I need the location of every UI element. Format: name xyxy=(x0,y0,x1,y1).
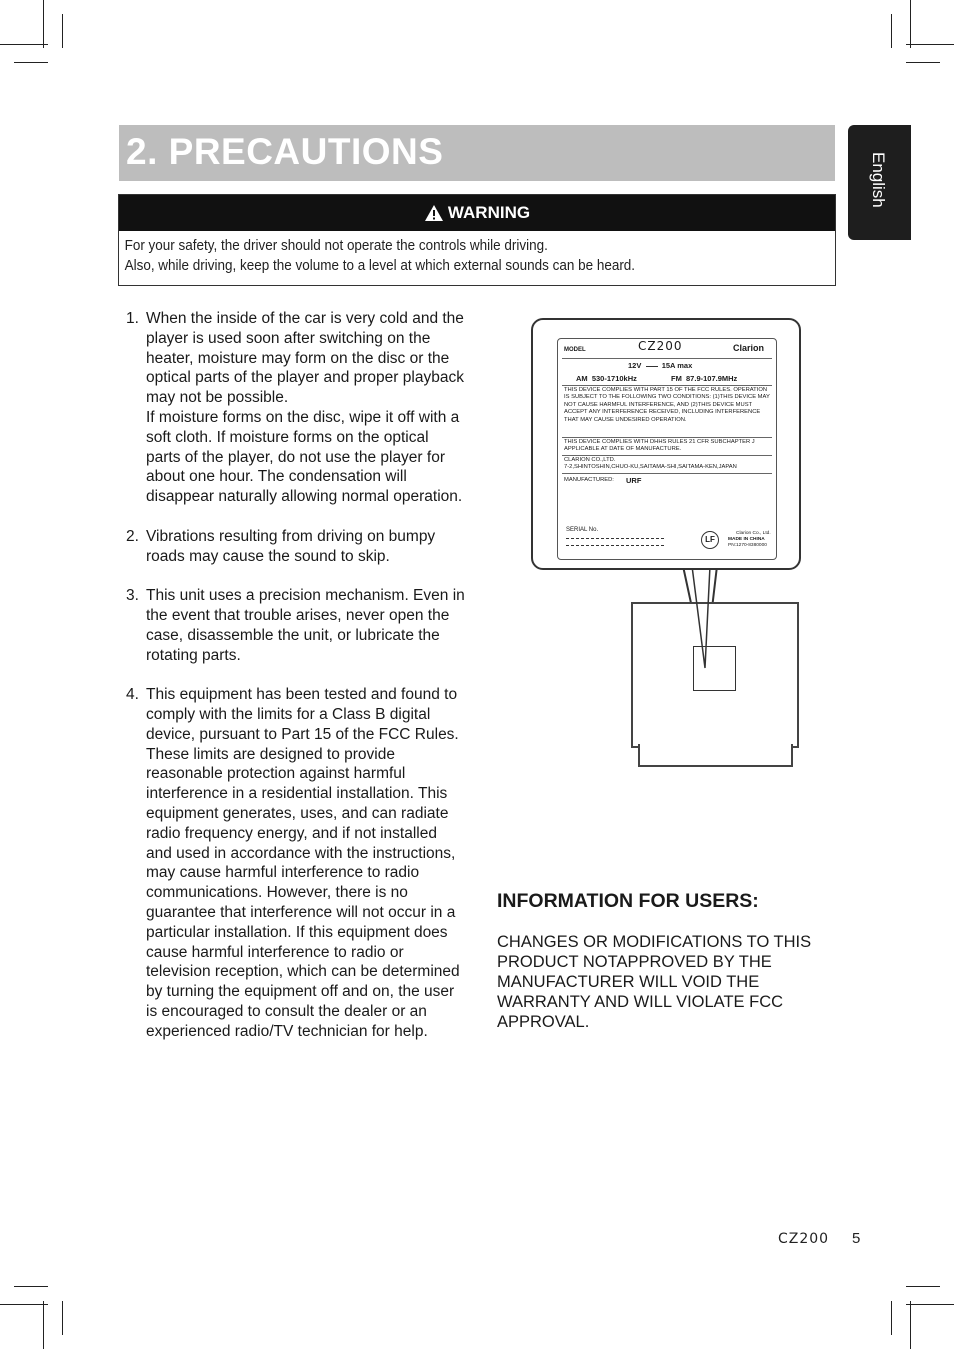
lf-mark-icon: LF xyxy=(701,531,719,549)
item-paragraph: This equipment has been tested and found to comply with the limits for a Class B digital device, pursuant to Part 15 of the FCC Rules. xyxy=(146,686,459,743)
label-address: 7-2,SHINTOSHIN,CHUO-KU,SAITAMA-SHI,SAITAMA-KEN,JAPAN xyxy=(564,464,737,470)
warning-line: Also, while driving, keep the volume to a level at which external sounds can be heard. xyxy=(124,258,636,274)
item-paragraph: This unit uses a precision mechanism. Even in the event that trouble arises, never open the case, disassemble the unit, or lubricate the rotating parts. xyxy=(146,587,465,664)
label-fm: FM 87.9-107.9MHz xyxy=(671,374,738,383)
label-callout xyxy=(531,318,801,570)
item-paragraph: Vibrations resulting from driving on bumpy roads may cause the sound to skip. xyxy=(146,527,436,565)
label-maker: Clarion Co., Ltd. xyxy=(736,531,771,536)
label-brand: Clarion xyxy=(733,343,765,353)
footer-model: CZ200 xyxy=(778,1231,830,1247)
page-number: 5 xyxy=(852,1230,861,1247)
language-tab-label: English xyxy=(869,152,888,208)
item-number: 2. xyxy=(126,527,139,545)
label-manufactured-code: URF xyxy=(626,476,642,485)
item-paragraph: When the inside of the car is very cold and the player is used soon after switching on the heater, moisture may form on the disc or the optical parts of the player and proper playback may not be possible. xyxy=(146,310,464,407)
label-model: CZ200 xyxy=(638,339,683,353)
label-serial-caption: SERIAL No. xyxy=(566,527,599,533)
rating-label xyxy=(557,338,777,560)
info-heading: INFORMATION FOR USERS: xyxy=(497,890,759,912)
section-title: 2. PRECAUTIONS xyxy=(126,131,444,172)
warning-line: For your safety, the driver should not operate the controls while driving. xyxy=(124,238,548,254)
item-number: 4. xyxy=(126,686,139,704)
label-manufactured-caption: MANUFACTURED: xyxy=(564,477,614,483)
label-power: 12V 15A max xyxy=(628,361,693,370)
item-paragraph: These limits are designed to provide reasonable protection against harmful interference in a residential installation. This equipment generates, uses, and can radiate radio frequency energy, and if not installed and used in accordance with the instructions, may cause harmful interference to radio communications. However, there is no guarantee that interference will not occur in a particular installation. If this equipment does cause harmful interference to radio or television reception, which can be determined by turning the equipment off and on, the user is encouraged to consult the dealer or an experienced radio/TV technician for help. xyxy=(146,745,460,1040)
info-text: CHANGES OR MODIFICATIONS TO THIS PRODUCT NOTAPPROVED BY THE MANUFACTURER WILL VOID THE WARRANTY AND WILL VIOLATE FCC APPROVAL. xyxy=(497,933,812,1031)
label-company: CLARION CO.,LTD. xyxy=(564,457,616,463)
label-fcc-text: THIS DEVICE COMPLIES WITH PART 15 OF THE FCC RULES. OPERATION IS SUBJECT TO THE FOLLOWING TWO CONDITIONS: (1)THIS DEVICE MAY NOT CAUSE HARMFUL INTERFERENCE, AND (2)THIS DEVICE MUST ACCEPT ANY INTERFERENCE RECEIVED, INCLUDING INTERFERENCE THAT MAY CAUSE UNDESIRED OPERATION. xyxy=(564,387,770,423)
label-serial-field xyxy=(566,538,664,546)
label-dhhs-text: THIS DEVICE COMPLIES WITH DHHS RULES 21 CFR SUBCHAPTER J APPLICABLE AT DATE OF MANUFACTURE. xyxy=(564,439,755,453)
item-paragraph: If moisture forms on the disc, wipe it off with a soft cloth. If moisture forms on the optical parts of the player, do not use the player for about one hour. The condensation will disappear naturally allowing normal operation. xyxy=(146,408,463,506)
label-am: AM 530-1710kHz xyxy=(576,374,637,383)
item-number: 3. xyxy=(126,587,139,605)
item-number: 1. xyxy=(126,310,139,327)
label-model-caption: MODEL xyxy=(564,347,586,353)
warning-heading: WARNING xyxy=(447,203,531,222)
label-part-number: PN:1270-8380000 xyxy=(728,543,767,548)
label-made-in: MADE IN CHINA xyxy=(728,537,765,542)
